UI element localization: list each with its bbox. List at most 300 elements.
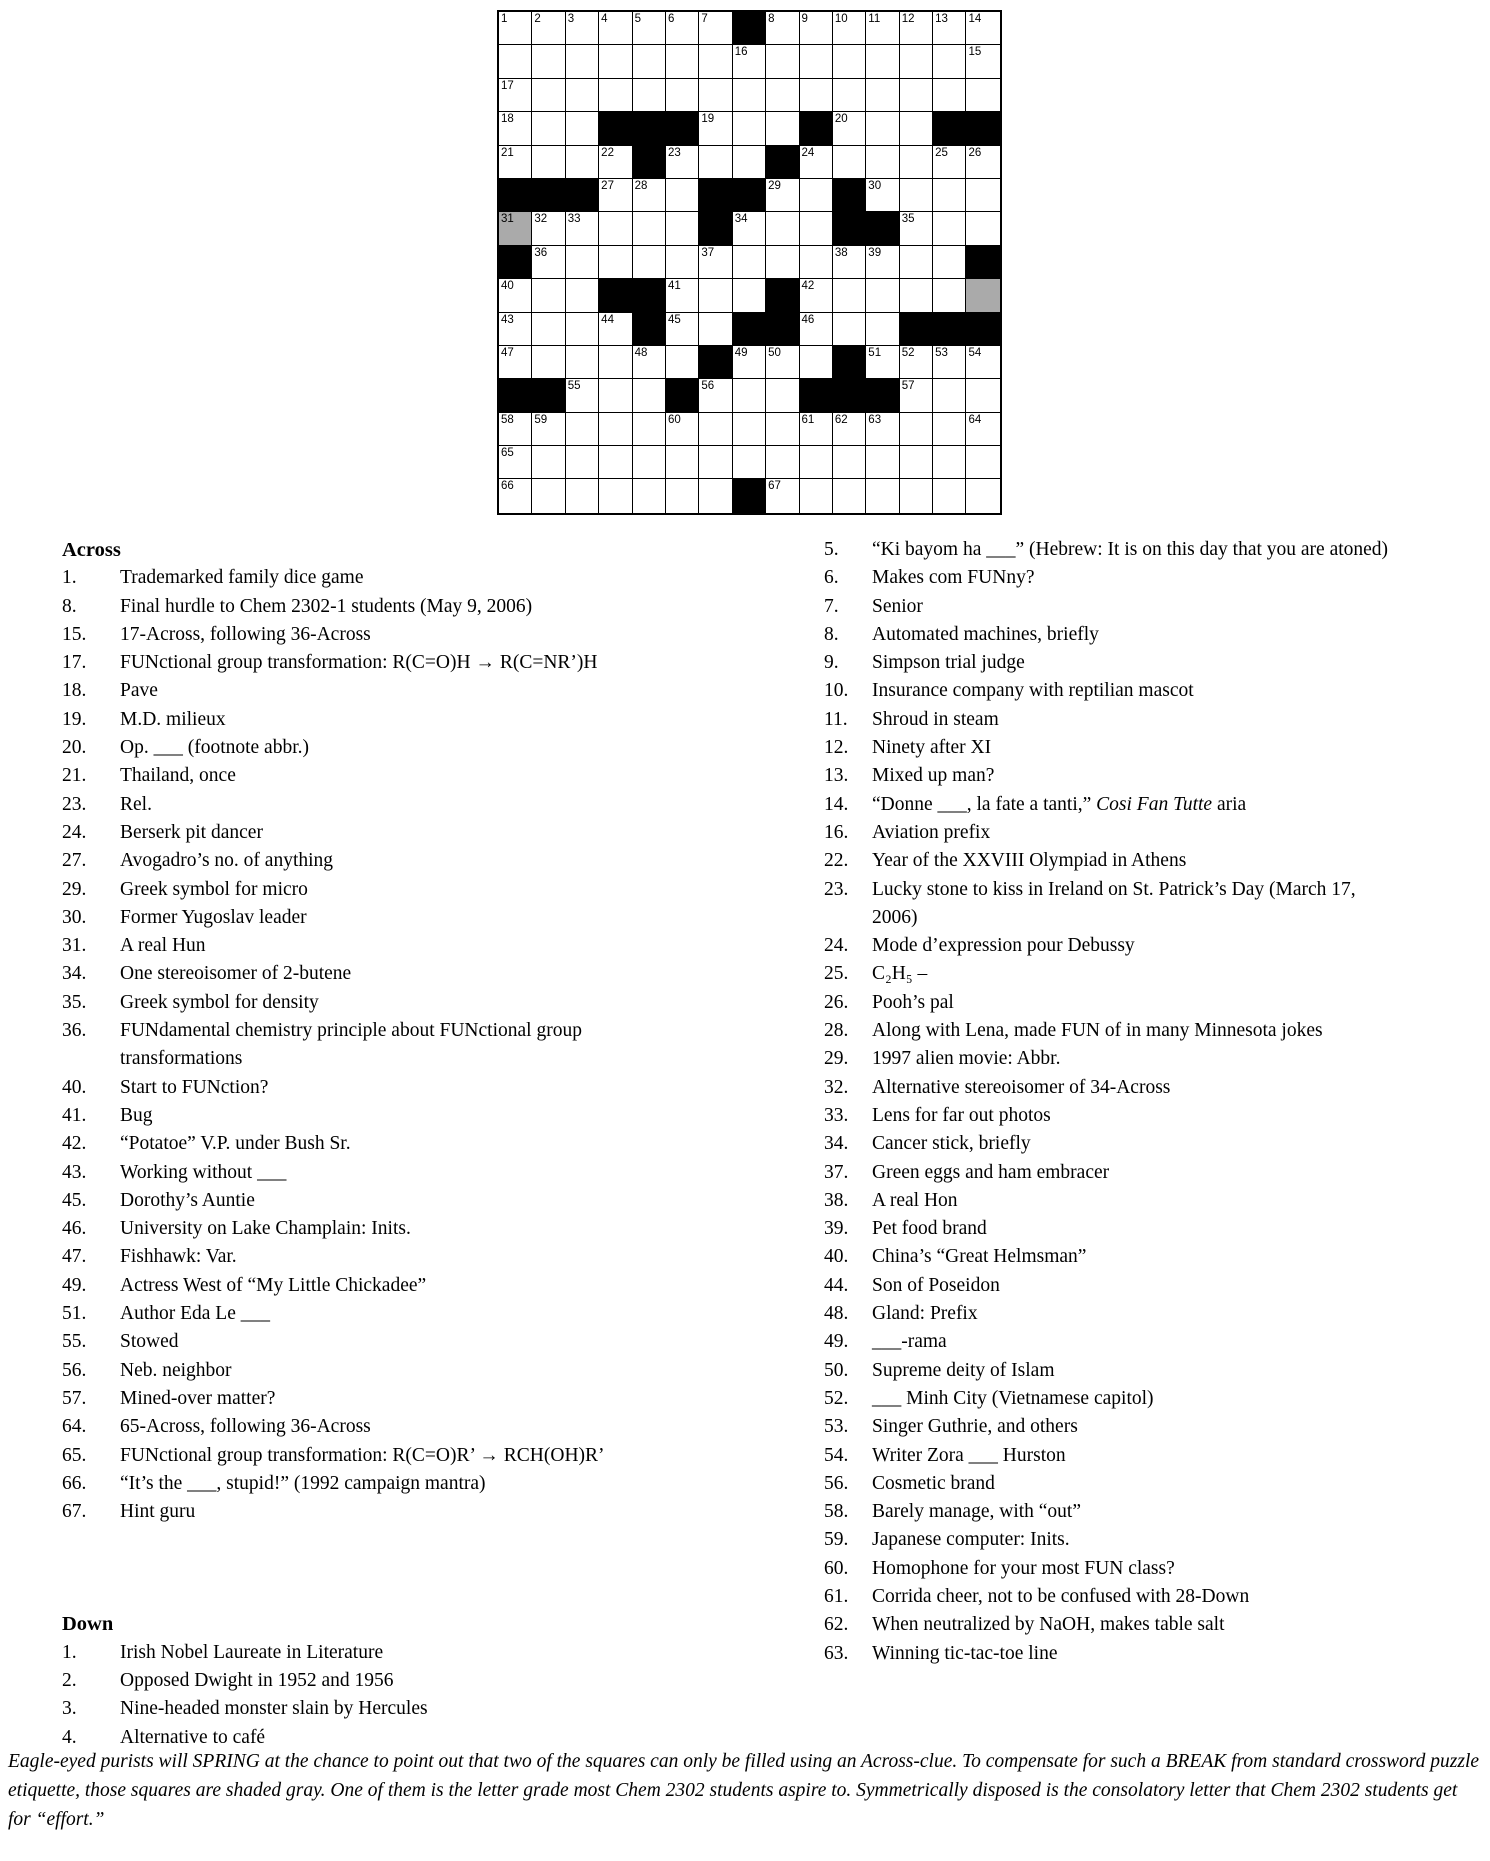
grid-cell-r14c6[interactable] — [666, 446, 699, 479]
grid-cell-r7c15[interactable] — [966, 212, 999, 245]
grid-cell-r9c10[interactable] — [800, 279, 833, 312]
clue-down-26 — [824, 989, 1390, 1017]
grid-cell-r5c10[interactable] — [800, 146, 833, 179]
grid-cell-r15c6[interactable] — [666, 479, 699, 512]
grid-cell-r1c14[interactable] — [933, 12, 966, 45]
grid-cell-r7c6[interactable] — [666, 212, 699, 245]
grid-cell-r5c13[interactable] — [900, 146, 933, 179]
grid-cell-r6c14[interactable] — [933, 179, 966, 212]
cell-number: 37 — [701, 246, 715, 259]
clues-right-column — [824, 536, 1390, 1668]
grid-cell-r1c9[interactable] — [766, 12, 799, 45]
cell-number: 52 — [901, 346, 915, 359]
grid-cell-r9c12[interactable] — [866, 279, 899, 312]
clue-text: Mode d’expression pour Debussy — [872, 935, 1135, 957]
clue-number: 47. — [62, 1246, 87, 1268]
grid-cell-r4c14 — [933, 112, 966, 145]
grid-cell-r8c13[interactable] — [900, 246, 933, 279]
grid-cell-r2c14[interactable] — [933, 45, 966, 78]
grid-cell-r12c3[interactable] — [566, 379, 599, 412]
clue-across-15 — [62, 621, 628, 649]
grid-cell-r5c7[interactable] — [699, 146, 732, 179]
grid-cell-r10c6[interactable] — [666, 313, 699, 346]
clue-down-9 — [824, 649, 1390, 677]
grid-cell-r12c13[interactable] — [900, 379, 933, 412]
grid-cell-r9c3[interactable] — [566, 279, 599, 312]
grid-cell-r6c4[interactable] — [599, 179, 632, 212]
grid-cell-r14c10[interactable] — [800, 446, 833, 479]
grid-cell-r10c1[interactable] — [499, 313, 532, 346]
clue-number: 30. — [62, 906, 87, 928]
grid-cell-r13c7[interactable] — [699, 413, 732, 446]
clue-across-27 — [62, 847, 628, 875]
grid-cell-r8c7[interactable] — [699, 246, 732, 279]
cell-number: 18 — [501, 113, 514, 126]
clue-number: 3. — [62, 1698, 77, 1720]
grid-cell-r1c13[interactable] — [900, 12, 933, 45]
clue-down-28 — [824, 1017, 1390, 1045]
grid-cell-r2c4[interactable] — [599, 45, 632, 78]
grid-cell-r7c2[interactable] — [532, 212, 565, 245]
grid-cell-r15c1[interactable] — [499, 479, 532, 512]
grid-cell-r4c1[interactable] — [499, 112, 532, 145]
grid-cell-r4c6 — [666, 112, 699, 145]
grid-cell-r14c12[interactable] — [866, 446, 899, 479]
clue-text: Working without ___ — [120, 1161, 287, 1183]
grid-cell-r13c10[interactable] — [800, 413, 833, 446]
grid-cell-r4c13[interactable] — [900, 112, 933, 145]
grid-cell-r12c12 — [866, 379, 899, 412]
clue-number: 29. — [824, 1048, 849, 1070]
grid-cell-r8c14[interactable] — [933, 246, 966, 279]
grid-cell-r7c14[interactable] — [933, 212, 966, 245]
grid-cell-r11c10[interactable] — [800, 346, 833, 379]
grid-cell-r14c8[interactable] — [733, 446, 766, 479]
grid-cell-r11c14[interactable] — [933, 346, 966, 379]
grid-cell-r15c14[interactable] — [933, 479, 966, 512]
clue-number: 8. — [824, 623, 839, 645]
grid-cell-r11c5[interactable] — [633, 346, 666, 379]
clue-text: Corrida cheer, not to be confused with 28-Down — [872, 1585, 1250, 1607]
grid-cell-r11c8[interactable] — [733, 346, 766, 379]
grid-cell-r4c7[interactable] — [699, 112, 732, 145]
clue-text: Winning tic-tac-toe line — [872, 1642, 1058, 1664]
grid-cell-r9c13[interactable] — [900, 279, 933, 312]
grid-cell-r3c13[interactable] — [900, 79, 933, 112]
grid-cell-r3c6[interactable] — [666, 79, 699, 112]
grid-cell-r7c3[interactable] — [566, 212, 599, 245]
grid-cell-r8c3[interactable] — [566, 246, 599, 279]
clue-number: 28. — [824, 1020, 849, 1042]
clue-text: Makes com FUNny? — [872, 567, 1035, 589]
clue-number: 48. — [824, 1303, 849, 1325]
grid-cell-r5c4[interactable] — [599, 146, 632, 179]
clue-number: 32. — [824, 1076, 849, 1098]
clue-number: 23. — [824, 878, 849, 900]
clue-number: 20. — [62, 737, 87, 759]
grid-cell-r10c3[interactable] — [566, 313, 599, 346]
grid-cell-r11c1[interactable] — [499, 346, 532, 379]
across-clue-list — [62, 564, 628, 1526]
clues-left-column — [62, 536, 628, 1752]
clue-text: Japanese computer: Inits. — [872, 1529, 1070, 1551]
grid-cell-r15c4[interactable] — [599, 479, 632, 512]
grid-cell-r15c3[interactable] — [566, 479, 599, 512]
clue-text: Trademarked family dice game — [120, 567, 364, 589]
clue-number: 39. — [824, 1218, 849, 1240]
grid-cell-r13c3[interactable] — [566, 413, 599, 446]
grid-cell-r2c3[interactable] — [566, 45, 599, 78]
grid-cell-r3c12[interactable] — [866, 79, 899, 112]
clue-number: 1. — [62, 1641, 77, 1663]
cell-number: 65 — [501, 447, 514, 460]
clue-down-37 — [824, 1159, 1390, 1187]
grid-cell-r6c9[interactable] — [766, 179, 799, 212]
grid-cell-r14c2[interactable] — [532, 446, 565, 479]
clue-number: 25. — [824, 963, 849, 985]
grid-cell-r3c15[interactable] — [966, 79, 999, 112]
grid-cell-r3c3[interactable] — [566, 79, 599, 112]
grid-cell-r2c1[interactable] — [499, 45, 532, 78]
clue-across-8 — [62, 593, 628, 621]
clue-text: Ninety after XI — [872, 737, 992, 759]
grid-cell-r11c6[interactable] — [666, 346, 699, 379]
clue-down-16 — [824, 819, 1390, 847]
clue-text: Opposed Dwight in 1952 and 1956 — [120, 1669, 394, 1691]
grid-cell-r9c8[interactable] — [733, 279, 766, 312]
cell-number: 15 — [968, 46, 982, 59]
grid-cell-r4c8[interactable] — [733, 112, 766, 145]
clue-number: 31. — [62, 935, 87, 957]
grid-cell-r9c14[interactable] — [933, 279, 966, 312]
grid-cell-r13c6[interactable] — [666, 413, 699, 446]
clue-text: Pet food brand — [872, 1218, 987, 1240]
grid-cell-r10c2[interactable] — [532, 313, 565, 346]
grid-cell-r8c2[interactable] — [532, 246, 565, 279]
clue-number: 57. — [62, 1387, 87, 1409]
grid-cell-r15c7[interactable] — [699, 479, 732, 512]
grid-cell-r6c12[interactable] — [866, 179, 899, 212]
grid-cell-r13c2[interactable] — [532, 413, 565, 446]
clue-number: 23. — [62, 793, 87, 815]
grid-cell-r11c3[interactable] — [566, 346, 599, 379]
grid-cell-r13c9[interactable] — [766, 413, 799, 446]
grid-cell-r1c1[interactable] — [499, 12, 532, 45]
grid-cell-r5c14[interactable] — [933, 146, 966, 179]
clue-across-51 — [62, 1300, 628, 1328]
grid-cell-r4c2[interactable] — [532, 112, 565, 145]
grid-cell-r7c9[interactable] — [766, 212, 799, 245]
grid-cell-r8c8[interactable] — [733, 246, 766, 279]
grid-cell-r11c9[interactable] — [766, 346, 799, 379]
clue-text: Start to FUNction? — [120, 1076, 269, 1098]
grid-cell-r12c8[interactable] — [733, 379, 766, 412]
grid-cell-r6c15[interactable] — [966, 179, 999, 212]
grid-cell-r10c10[interactable] — [800, 313, 833, 346]
cell-number: 53 — [935, 346, 948, 359]
grid-cell-r11c15[interactable] — [966, 346, 999, 379]
grid-cell-r14c5[interactable] — [633, 446, 666, 479]
grid-cell-r14c9[interactable] — [766, 446, 799, 479]
grid-cell-r4c12[interactable] — [866, 112, 899, 145]
clue-down-7 — [824, 593, 1390, 621]
grid-cell-r13c12[interactable] — [866, 413, 899, 446]
grid-cell-r1c6[interactable] — [666, 12, 699, 45]
grid-cell-r12c15[interactable] — [966, 379, 999, 412]
grid-cell-r3c5[interactable] — [633, 79, 666, 112]
cell-number: 48 — [634, 346, 648, 359]
grid-cell-r3c10[interactable] — [800, 79, 833, 112]
grid-cell-r8c6[interactable] — [666, 246, 699, 279]
clue-text: Cosmetic brand — [872, 1472, 995, 1494]
grid-cell-r3c1[interactable] — [499, 79, 532, 112]
clue-number: 35. — [62, 991, 87, 1013]
grid-cell-r8c4[interactable] — [599, 246, 632, 279]
grid-cell-r3c11[interactable] — [833, 79, 866, 112]
grid-cell-r12c5[interactable] — [633, 379, 666, 412]
clue-number: 42. — [62, 1133, 87, 1155]
grid-cell-r5c12[interactable] — [866, 146, 899, 179]
grid-cell-r14c11[interactable] — [833, 446, 866, 479]
cell-number: 24 — [801, 146, 815, 159]
clue-across-56 — [62, 1357, 628, 1385]
grid-cell-r4c3[interactable] — [566, 112, 599, 145]
grid-cell-r13c14[interactable] — [933, 413, 966, 446]
grid-cell-r5c3[interactable] — [566, 146, 599, 179]
grid-cell-r14c14[interactable] — [933, 446, 966, 479]
grid-cell-r9c6[interactable] — [666, 279, 699, 312]
grid-cell-r9c7[interactable] — [699, 279, 732, 312]
clue-number: 40. — [824, 1246, 849, 1268]
grid-cell-r2c6[interactable] — [666, 45, 699, 78]
grid-cell-r5c1[interactable] — [499, 146, 532, 179]
grid-cell-r4c10 — [800, 112, 833, 145]
grid-cell-r6c6[interactable] — [666, 179, 699, 212]
clue-number: 17. — [62, 652, 87, 674]
grid-cell-r4c9[interactable] — [766, 112, 799, 145]
grid-cell-r4c11[interactable] — [833, 112, 866, 145]
grid-cell-r10c11[interactable] — [833, 313, 866, 346]
grid-cell-r3c14[interactable] — [933, 79, 966, 112]
grid-cell-r14c15[interactable] — [966, 446, 999, 479]
grid-cell-r11c2[interactable] — [532, 346, 565, 379]
grid-cell-r2c12[interactable] — [866, 45, 899, 78]
grid-cell-r14c4[interactable] — [599, 446, 632, 479]
grid-cell-r10c12[interactable] — [866, 313, 899, 346]
grid-cell-r2c15[interactable] — [966, 45, 999, 78]
grid-cell-r11c12[interactable] — [866, 346, 899, 379]
grid-cell-r10c7[interactable] — [699, 313, 732, 346]
clue-number: 65. — [62, 1444, 87, 1466]
down-header: Down — [62, 1613, 114, 1636]
cell-number: 16 — [734, 46, 748, 59]
grid-cell-r3c9[interactable] — [766, 79, 799, 112]
grid-cell-r1c12[interactable] — [866, 12, 899, 45]
grid-cell-r8c9[interactable] — [766, 246, 799, 279]
grid-cell-r15c13[interactable] — [900, 479, 933, 512]
clue-number: 5. — [824, 539, 839, 560]
grid-cell-r3c8[interactable] — [733, 79, 766, 112]
grid-cell-r9c2[interactable] — [532, 279, 565, 312]
grid-cell-r14c7[interactable] — [699, 446, 732, 479]
clue-text: Shroud in steam — [872, 708, 999, 730]
grid-cell-r1c2[interactable] — [532, 12, 565, 45]
grid-cell-r13c8[interactable] — [733, 413, 766, 446]
clue-down-25 — [824, 960, 1390, 988]
grid-cell-r15c2[interactable] — [532, 479, 565, 512]
clue-text: A real Hun — [120, 935, 206, 957]
grid-cell-r5c8[interactable] — [733, 146, 766, 179]
grid-cell-r15c9[interactable] — [766, 479, 799, 512]
grid-cell-r9c15[interactable] — [966, 279, 999, 312]
grid-cell-r6c10[interactable] — [800, 179, 833, 212]
grid-cell-r12c6 — [666, 379, 699, 412]
clue-down-59 — [824, 1526, 1390, 1554]
grid-cell-r12c11 — [833, 379, 866, 412]
clue-text: Along with Lena, made FUN of in many Minnesota jokes — [872, 1020, 1323, 1042]
grid-cell-r7c5[interactable] — [633, 212, 666, 245]
clue-across-46 — [62, 1215, 628, 1243]
clue-number: 46. — [62, 1218, 87, 1240]
grid-cell-r12c7[interactable] — [699, 379, 732, 412]
grid-cell-r14c3[interactable] — [566, 446, 599, 479]
grid-cell-r15c5[interactable] — [633, 479, 666, 512]
clue-text: Pooh’s pal — [872, 991, 954, 1013]
cell-number: 59 — [534, 413, 548, 426]
grid-cell-r2c10[interactable] — [800, 45, 833, 78]
clue-number: 45. — [62, 1189, 87, 1211]
grid-cell-r7c1[interactable] — [499, 212, 532, 245]
clue-text: Stowed — [120, 1331, 179, 1353]
clue-number: 52. — [824, 1387, 849, 1409]
cell-number: 19 — [701, 113, 715, 126]
clue-down-49 — [824, 1328, 1390, 1356]
grid-cell-r1c3[interactable] — [566, 12, 599, 45]
grid-cell-r15c12[interactable] — [866, 479, 899, 512]
clue-number: 55. — [62, 1331, 87, 1353]
grid-cell-r4c4 — [599, 112, 632, 145]
grid-cell-r8c10[interactable] — [800, 246, 833, 279]
grid-cell-r12c4[interactable] — [599, 379, 632, 412]
clue-number: 40. — [62, 1076, 87, 1098]
grid-cell-r13c1[interactable] — [499, 413, 532, 446]
grid-cell-r13c5[interactable] — [633, 413, 666, 446]
grid-cell-r8c12[interactable] — [866, 246, 899, 279]
cell-number: 36 — [534, 246, 548, 259]
clue-number: 53. — [824, 1416, 849, 1438]
grid-cell-r7c13[interactable] — [900, 212, 933, 245]
clue-number: 51. — [62, 1303, 87, 1325]
grid-cell-r11c7 — [699, 346, 732, 379]
cell-number: 58 — [501, 413, 514, 426]
grid-cell-r13c4[interactable] — [599, 413, 632, 446]
grid-cell-r10c4[interactable] — [599, 313, 632, 346]
clue-down-34 — [824, 1130, 1390, 1158]
grid-cell-r13c11[interactable] — [833, 413, 866, 446]
grid-cell-r12c14[interactable] — [933, 379, 966, 412]
cell-number: 63 — [868, 413, 882, 426]
clue-text: Final hurdle to Chem 2302-1 students (May 9, 2006) — [120, 595, 533, 617]
grid-cell-r15c15[interactable] — [966, 479, 999, 512]
grid-cell-r7c8[interactable] — [733, 212, 766, 245]
grid-cell-r15c11[interactable] — [833, 479, 866, 512]
grid-cell-r2c7[interactable] — [699, 45, 732, 78]
grid-cell-r1c7[interactable] — [699, 12, 732, 45]
grid-cell-r6c13[interactable] — [900, 179, 933, 212]
clue-number: 2. — [62, 1669, 77, 1691]
clue-number: 16. — [824, 821, 849, 843]
grid-cell-r14c1[interactable] — [499, 446, 532, 479]
grid-cell-r7c4[interactable] — [599, 212, 632, 245]
clue-across-1 — [62, 564, 628, 592]
grid-cell-r2c2[interactable] — [532, 45, 565, 78]
clue-text: Senior — [872, 595, 923, 617]
grid-cell-r10c9 — [766, 313, 799, 346]
grid-cell-r3c7[interactable] — [699, 79, 732, 112]
grid-cell-r14c13[interactable] — [900, 446, 933, 479]
grid-cell-r3c2[interactable] — [532, 79, 565, 112]
clue-down-52 — [824, 1385, 1390, 1413]
clue-number: 44. — [824, 1274, 849, 1296]
grid-cell-r9c11[interactable] — [833, 279, 866, 312]
grid-cell-r7c7 — [699, 212, 732, 245]
grid-cell-r3c4[interactable] — [599, 79, 632, 112]
grid-cell-r11c4[interactable] — [599, 346, 632, 379]
grid-cell-r1c5[interactable] — [633, 12, 666, 45]
grid-cell-r2c11[interactable] — [833, 45, 866, 78]
clue-text: Hint guru — [120, 1501, 196, 1523]
cell-number: 31 — [501, 213, 514, 226]
grid-cell-r11c13[interactable] — [900, 346, 933, 379]
grid-cell-r2c5[interactable] — [633, 45, 666, 78]
grid-cell-r5c11[interactable] — [833, 146, 866, 179]
grid-cell-r6c5[interactable] — [633, 179, 666, 212]
grid-cell-r2c8[interactable] — [733, 45, 766, 78]
grid-cell-r1c4[interactable] — [599, 12, 632, 45]
clue-across-35 — [62, 989, 628, 1017]
grid-cell-r2c9[interactable] — [766, 45, 799, 78]
grid-cell-r1c15[interactable] — [966, 12, 999, 45]
grid-cell-r8c5[interactable] — [633, 246, 666, 279]
grid-cell-r5c6[interactable] — [666, 146, 699, 179]
clue-text: Greek symbol for micro — [120, 878, 308, 900]
grid-cell-r1c11[interactable] — [833, 12, 866, 45]
grid-cell-r15c10[interactable] — [800, 479, 833, 512]
grid-cell-r12c9[interactable] — [766, 379, 799, 412]
grid-cell-r5c15[interactable] — [966, 146, 999, 179]
grid-cell-r5c2[interactable] — [532, 146, 565, 179]
cell-number: 28 — [634, 179, 648, 192]
grid-cell-r4c15 — [966, 112, 999, 145]
grid-cell-r11c11 — [833, 346, 866, 379]
clue-number: 29. — [62, 878, 87, 900]
grid-cell-r15c8 — [733, 479, 766, 512]
clue-text: Year of the XXVIII Olympiad in Athens — [872, 850, 1187, 872]
grid-cell-r13c15[interactable] — [966, 413, 999, 446]
clue-down-61 — [824, 1583, 1390, 1611]
grid-cell-r9c1[interactable] — [499, 279, 532, 312]
clue-text: “Donne ___, la fate a tanti,” Cosi Fan Tutte aria — [872, 793, 1247, 815]
grid-cell-r13c13[interactable] — [900, 413, 933, 446]
grid-cell-r1c10[interactable] — [800, 12, 833, 45]
clue-text: Greek symbol for density — [120, 991, 319, 1013]
grid-cell-r7c10[interactable] — [800, 212, 833, 245]
grid-cell-r8c11[interactable] — [833, 246, 866, 279]
clue-text: ___-rama — [872, 1331, 947, 1353]
clue-across-30 — [62, 904, 628, 932]
clue-text: Writer Zora ___ Hurston — [872, 1444, 1066, 1466]
grid-cell-r2c13[interactable] — [900, 45, 933, 78]
